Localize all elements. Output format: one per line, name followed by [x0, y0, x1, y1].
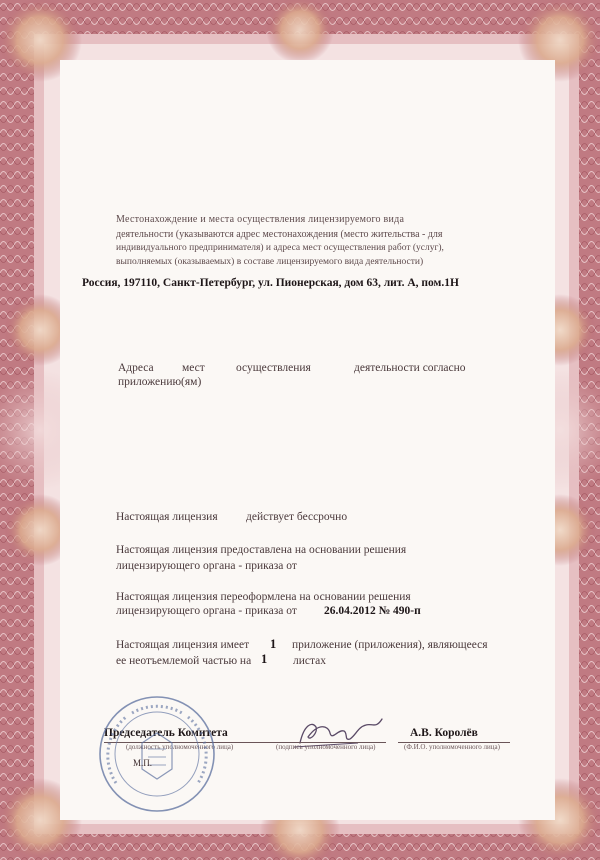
signatory-name: А.В. Королёв: [410, 727, 478, 739]
places-word-4: деятельности согласно: [354, 362, 466, 374]
places-word-3: осуществления: [236, 362, 311, 374]
appendix-count: 1: [270, 637, 277, 651]
appendix-sheets: 1: [261, 652, 268, 666]
signatory-position: Председатель Комитета: [104, 727, 228, 739]
appendix-line-2b: листах: [293, 655, 327, 667]
places-word-1: Адреса: [118, 362, 154, 374]
reissued-line-1: Настоящая лицензия переоформлена на основании решения: [116, 591, 411, 603]
validity-value: действует бессрочно: [246, 511, 348, 523]
header-line-4: выполняемых (оказываемых) в составе лицензируемого вида деятельности): [116, 257, 424, 267]
appendix-line-1b: приложение (приложения), являющееся: [292, 639, 488, 651]
appendix-line-2a: ее неотъемлемой частью на: [116, 655, 252, 667]
validity-label: Настоящая лицензия: [116, 511, 218, 523]
reissued-order: 26.04.2012 № 490-п: [324, 605, 421, 617]
places-line-2: приложению(ям): [118, 376, 202, 388]
name-caption: (Ф.И.О. уполномоченного лица): [404, 743, 500, 751]
reissued-line-2: лицензирующего органа - приказа от: [116, 605, 297, 617]
official-stamp: [96, 693, 218, 815]
stamp-place-label: М.П.: [133, 758, 153, 768]
position-caption: (должность уполномоченного лица): [126, 743, 234, 751]
header-line-2: деятельности (указываются адрес местонахождения (место жительства - для: [116, 229, 443, 240]
granted-line-1: Настоящая лицензия предоставлена на основании решения: [116, 544, 407, 556]
header-line-1: Местонахождение и места осуществления лицензируемого вида: [116, 214, 405, 225]
places-word-2: мест: [182, 362, 205, 374]
header-line-3: индивидуального предпринимателя) и адреса мест осуществления работ (услуг),: [116, 243, 444, 253]
appendix-line-1a: Настоящая лицензия имеет: [116, 639, 250, 651]
signature-caption: (подпись уполномоченного лица): [276, 743, 376, 751]
granted-line-2: лицензирующего органа - приказа от: [116, 560, 297, 572]
license-address: Россия, 197110, Санкт-Петербург, ул. Пионерская, дом 63, лит. А, пом.1Н: [82, 277, 459, 289]
